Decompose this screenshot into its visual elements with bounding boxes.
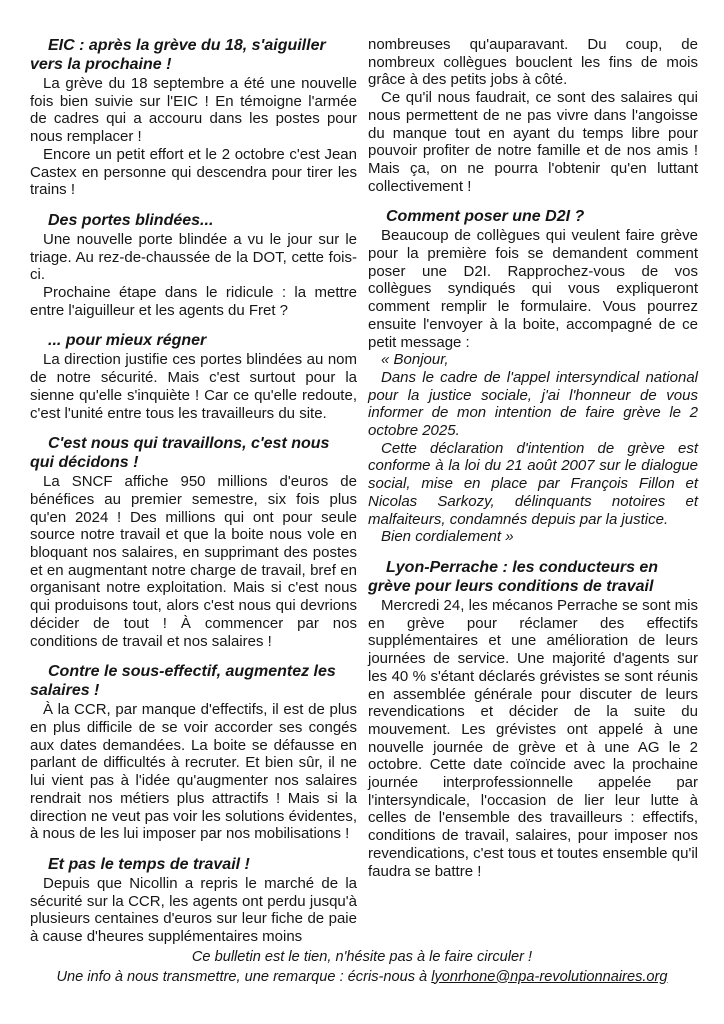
section-lyon-perrache [368, 558, 698, 880]
footer-line2-text: Une info à nous transmettre, une remarque : écris-nous à [56, 968, 432, 985]
section-heading: Et pas le temps de travail ! [48, 855, 250, 873]
quote-paragraph: Dans le cadre de l'appel intersyndical national pour la justice sociale, j'ai l'honneur de vous informer de mon intention de faire grève le 2 octobre 2025. [368, 368, 698, 440]
paragraph: La direction justifie ces portes blindées au nom de notre sécurité. Mais c'est surtout pour la sienne qu'elle s'inquiète ! Car ce qu'elle redoute, c'est l'unité entre tous les travailleurs du site. [30, 351, 357, 422]
email-link[interactable]: lyonrhone@npa-revolutionnaires.org [431, 968, 668, 985]
paragraph: Mercredi 24, les mécanos Perrache se sont mis en grève pour réclamer des effectifs supplémentaires et une amélioration de leurs journées de service. Une majorité d'agents sur les 40 % s'étant déclarés grévistes se sont réunis en assemblée générale pour discuter de leurs revendications et décider de la suite du mouvement. Les grévistes ont appelé à une nouvelle journée de grève et à une AG le 2 octobre. Cette date coïncide avec la prochaine journée interprofessionnelle appelée par l'intersyndicale, l'occasion de lier leur lutte à celles de l'ensemble des travailleurs : effectifs, conditions de travail, salaires, pour imposer nos revendications, c'est tous et toutes ensemble qu'il faudra se battre ! [368, 596, 698, 880]
paragraph: À la CCR, par manque d'effectifs, il est de plus en plus difficile de se voir accorder ses congés aux dates demandées. La boite se défausse en parlant de difficultés à recruter. Et bien sûr, il ne lui vient pas à l'idée qu'augmenter nos salaires rendrait nos métiers plus attractifs ! Mais si la direction ne veut pas voir les solutions évidentes, à nous de les lui imposer par nos mobilisations ! [30, 701, 357, 843]
section-heading: Lyon-Perrache : les conducteurs en grève pour leurs conditions de travail [368, 558, 659, 595]
footer-line2 [0, 968, 724, 988]
continuation-paragraph: nombreuses qu'auparavant. Du coup, de nombreux collègues bouclent les fins de mois grâce à des petits jobs à côté. [368, 36, 698, 89]
section-heading: C'est nous qui travaillons, c'est nous qui décidons ! [30, 435, 330, 472]
paragraph: Une nouvelle porte blindée a vu le jour sur le triage. Au rez-de-chaussée de la DOT, cette fois-ci. [30, 230, 357, 284]
section-pour-mieux-regner [30, 331, 357, 422]
section-nous-travaillons [30, 434, 357, 650]
paragraph: Prochaine étape dans le ridicule : la mettre entre l'aiguilleur et les agents du Fret ? [30, 284, 357, 319]
section-heading: EIC : après la grève du 18, s'aiguiller vers la prochaine ! [30, 37, 326, 73]
section-eic-greve [30, 36, 357, 199]
paragraph: La SNCF affiche 950 millions d'euros de bénéfices au premier semestre, six fois plus qu'en 2024 ! Des millions qui ont pour seule source notre travail et que la boite nous vole en bloquant nos salaires, en supprimant des postes et en augmentant notre charge de travail, bref en organisant notre exploitation. Mais si c'est nous qui produisons tout, alors c'est nous qui devrions décider de tout ! À commencer par nos conditions de travail et nos salaires ! [30, 473, 357, 650]
footer-line1: Ce bulletin est le tien, n'hésite pas à le faire circuler ! [191, 949, 533, 965]
footer [0, 948, 724, 987]
paragraph: La grève du 18 septembre a été une nouvelle fois bien suivie sur l'EIC ! En témoigne l'armée de cadres qui a accouru dans les postes pour nous remplacer ! [30, 75, 357, 146]
paragraph: Ce qu'il nous faudrait, ce sont des salaires qui nous permettent de ne pas vivre dans l'angoisse du manque tout en ayant du temps libre pour pouvoir profiter de notre famille et de nos amis ! Mais ça, on ne pourra l'obtenir qu'en luttant collectivement ! [368, 89, 698, 195]
quote-paragraph: « Bonjour, [381, 351, 449, 369]
section-portes-blindees [30, 211, 357, 320]
paragraph: Beaucoup de collègues qui veulent faire grève pour la première fois se demandent comment poser une D2I. Rapprochez-vous de vos collègues syndiqués qui vous expliqueront comment remplir le formulaire. Vous pourrez ensuite l'envoyer à la boite, accompagné de ce petit message : [368, 227, 698, 351]
paragraph: Depuis que Nicollin a repris le marché de la sécurité sur la CCR, les agents ont perdu jusqu'à plusieurs centaines d'euros sur leur fiche de paie à cause d'heures supplémentaires moins [30, 874, 357, 946]
section-heading: Contre le sous-effectif, augmentez les salaires ! [30, 663, 336, 700]
section-comment-poser-d2i [368, 207, 698, 546]
section-heading: ... pour mieux régner [48, 332, 207, 350]
section-heading: Des portes blindées... [48, 211, 214, 229]
section-temps-de-travail [30, 855, 357, 946]
left-column [30, 36, 357, 946]
section-sous-effectif [30, 662, 357, 843]
quote-paragraph: Cette déclaration d'intention de grève est conforme à la loi du 21 août 2007 sur le dialogue social, mise en place par François Fillon et Nicolas Sarkozy, délinquants notoires et malfaiteurs, condamnés depuis par la justice. [368, 439, 698, 528]
paragraph: Encore un petit effort et le 2 octobre c'est Jean Castex en personne qui descendra pour tirer les trains ! [30, 145, 357, 199]
right-column [368, 36, 698, 880]
section-heading: Comment poser une D2I ? [386, 208, 585, 226]
quote-paragraph: Bien cordialement » [381, 528, 514, 546]
